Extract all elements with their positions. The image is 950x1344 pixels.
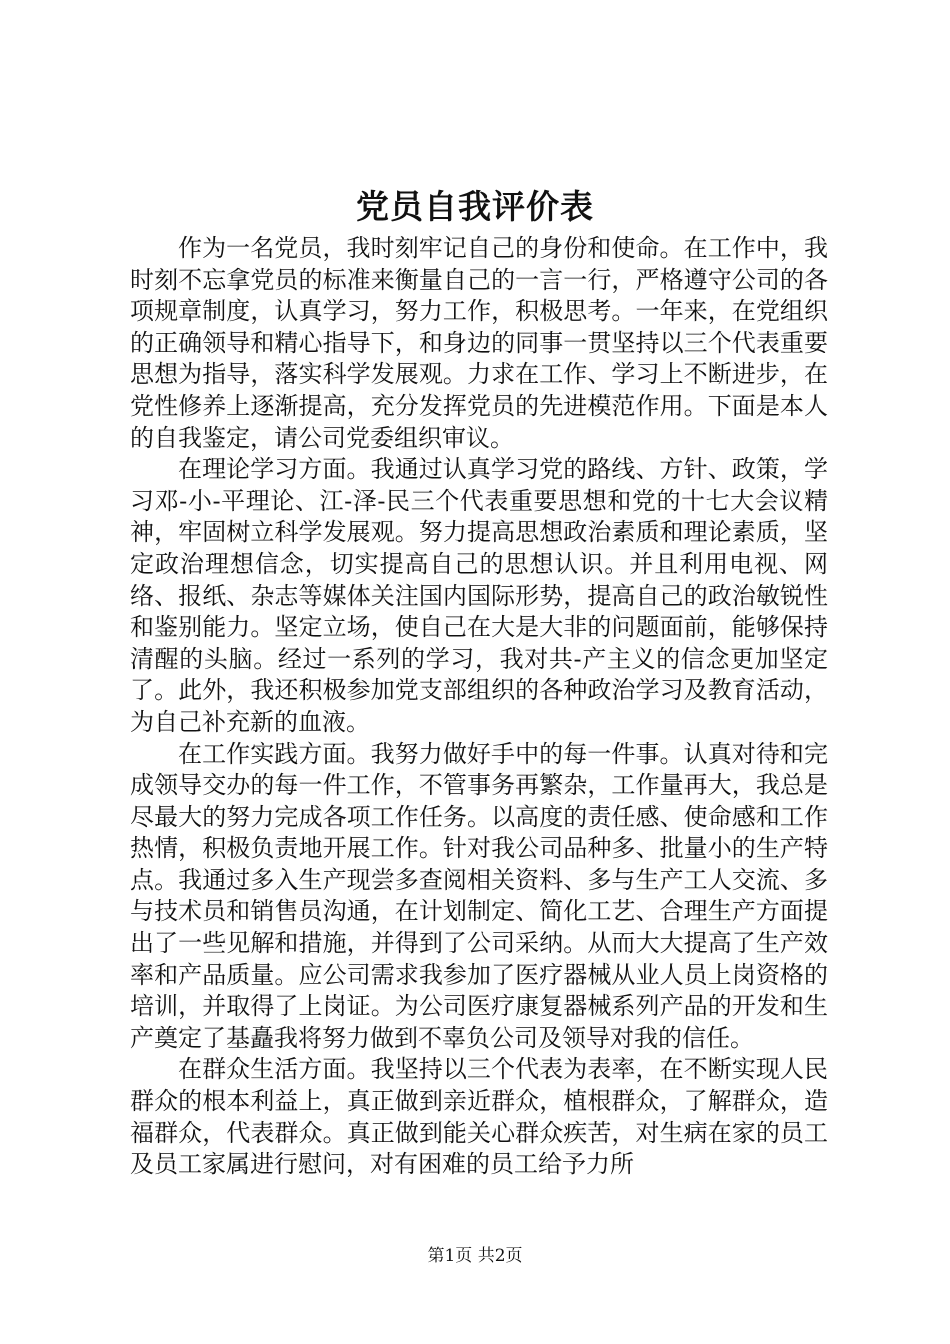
document-title: 党员自我评价表 [356,187,594,226]
page-footer: 第1页 共2页 [427,1246,523,1266]
paragraph-intro: 作为一名党员，我时刻牢记自己的身份和使命。在工作中，我时刻不忘拿党员的标准来衡量自己的一言一行，严格遵守公司的各项规章制度，认真学习，努力工作，积极思考。一年来，在党组织的正确领导和精心指导下，和身边的同事一贯坚持以三个代表重要思想为指导，落实科学发展观。力求在工作、学习上不断进步，在党性修养上逐渐提高，充分发挥党员的先进模范作用。下面是本人的自我鉴定，请公司党委组织审议。 [130,234,828,452]
paragraph-theory-study: 在理论学习方面。我通过认真学习党的路线、方针、政策，学习邓-小-平理论、江-泽-民三个代表重要思想和党的十七大会议精神，牢固树立科学发展观。努力提高思想政治素质和理论素质，坚定政治理想信念，切实提高自己的思想认识。并且利用电视、网络、报纸、杂志等媒体关注国内国际形势，提高自己的政治敏锐性和鉴别能力。坚定立场，使自己在大是大非的问题面前，能够保持清醒的头脑。经过一系列的学习，我对共-产主义的信念更加坚定了。此外，我还积极参加党支部组织的各种政治学习及教育活动，为自己补充新的血液。 [130,455,828,736]
document-body [130,233,828,1181]
paragraph-mass-life: 在群众生活方面。我坚持以三个代表为表率，在不断实现人民群众的根本利益上，真正做到亲近群众，植根群众，了解群众，造福群众，代表群众。真正做到能关心群众疾苦，对生病在家的员工及员工家属进行慰问，对有困难的员工给予力所 [130,1055,828,1179]
paragraph-work-practice: 在工作实践方面。我努力做好手中的每一件事。认真对待和完成领导交办的每一件工作，不管事务再繁杂，工作量再大，我总是尽最大的努力完成各项工作任务。以高度的责任感、使命感和工作热情，积极负责地开展工作。针对我公司品种多、批量小的生产特点。我通过多入生产现尝多查阅相关资料、多与生产工人交流、多与技术员和销售员沟通，在计划制定、简化工艺、合理生产方面提出了一些见解和措施，并得到了公司采纳。从而大大提高了生产效率和产品质量。应公司需求我参加了医疗器械从业人员上岗资格的培训，并取得了上岗证。为公司医疗康复器械系列产品的开发和生产奠定了基矗我将努力做到不辜负公司及领导对我的信任。 [130,739,828,1052]
